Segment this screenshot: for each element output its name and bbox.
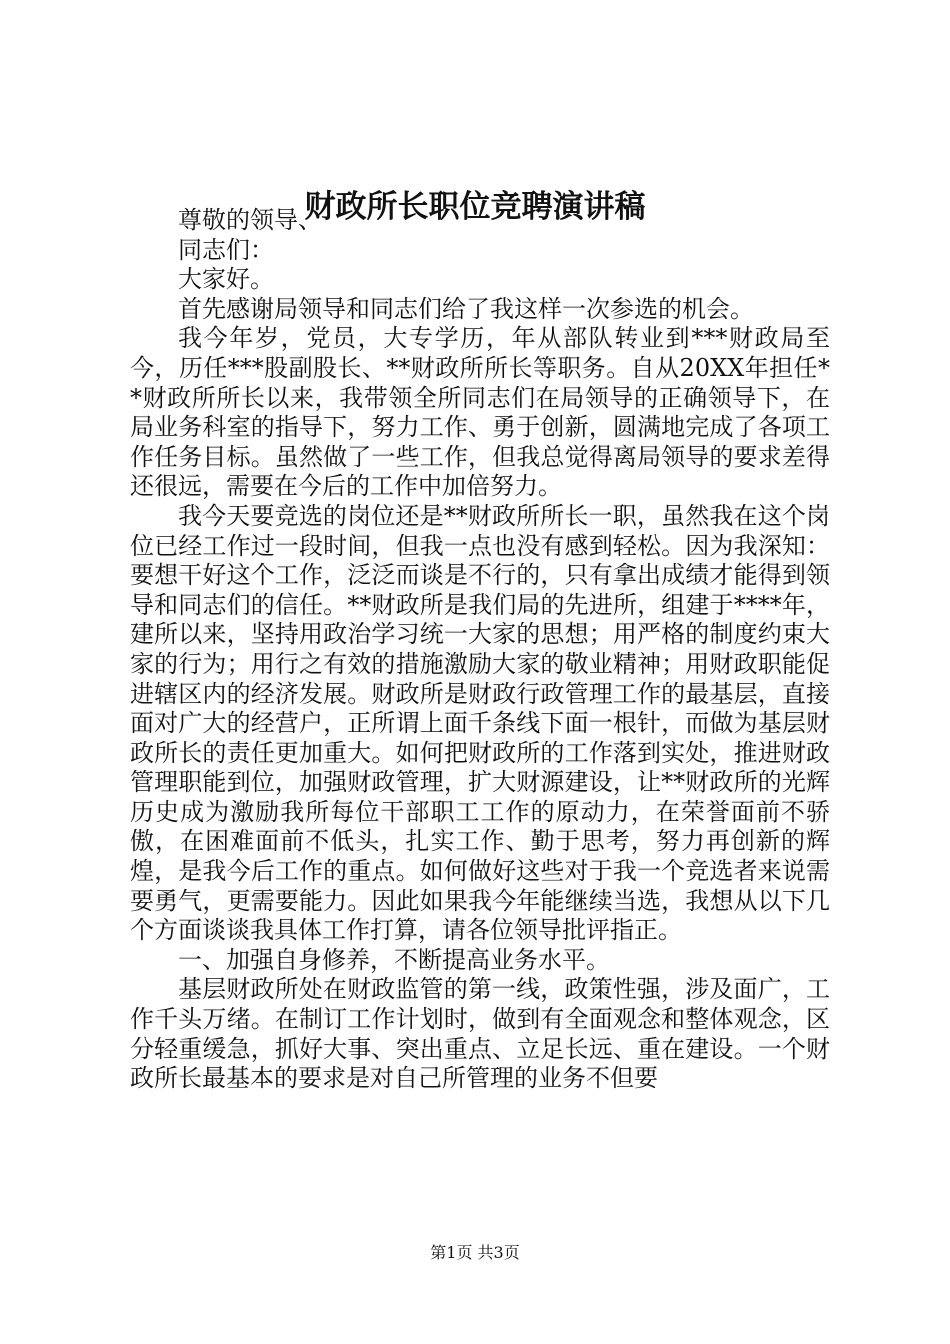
- body-paragraph: 我今天要竞选的岗位还是**财政所所长一职，虽然我在这个岗位已经工作过一段时间，但我一点也没有感到轻松。因为我深知：要想干好这个工作，泛泛而谈是不行的，只有拿出成绩才能得到领导和同志们的信任。**财政所是我们局的先进所，组建于****年，建所以来，坚持用政治学习统一大家的思想；用严格的制度约束大家的行为；用行之有效的措施激励大家的敬业精神；用财政职能促进辖区内的经济发展。财政所是财政行政管理工作的最基层，直接面对广大的经营户，正所谓上面千条线下面一根针，而做为基层财政所长的责任更加重大。如何把财政所的工作落到实处，推进财政管理职能到位，加强财政管理，扩大财源建设，让**财政所的光辉历史成为激励我所每位干部职工工作的原动力，在荣誉面前不骄傲，在困难面前不低头，扎实工作、勤于思考，努力再创新的辉煌，是我今后工作的重点。如何做好这些对于我一个竞选者来说需要勇气，更需要能力。因此如果我今年能继续当选，我想从以下几个方面谈谈我具体工作打算，请各位领导批评指正。: [130, 501, 830, 945]
- body-paragraph: 首先感谢局领导和同志们给了我这样一次参选的机会。: [178, 294, 754, 323]
- body-paragraph: 我今年岁，党员，大专学历，年从部队转业到***财政局至今，历任***股副股长、**财政所所长等职务。自从20XX年担任**财政所所长以来，我带领全所同志们在局领导的正确领导下，在局业务科室的指导下，努力工作、勇于创新，圆满地完成了各项工作任务目标。虽然做了一些工作，但我总觉得离局领导的要求差得还很远，需要在今后的工作中加倍努力。: [130, 324, 830, 501]
- body-paragraph: 基层财政所处在财政监管的第一线，政策性强，涉及面广，工作千头万绪。在制订工作计划时，做到有全面观念和整体观念，区分轻重缓急，抓好大事、突出重点、立足长远、重在建设。一个财政所长最基本的要求是对自己所管理的业务不但要: [130, 975, 830, 1093]
- salutation-paragraph: 同志们：: [178, 235, 274, 264]
- section-heading: 一、加强自身修养，不断提高业务水平。: [178, 945, 610, 974]
- document-body: [130, 206, 830, 1094]
- greeting-paragraph: 大家好。: [178, 265, 274, 294]
- document-title: 财政所长职位竞聘演讲稿: [304, 189, 646, 225]
- page-footer: 第1页 共3页: [430, 1243, 520, 1262]
- salutation-paragraph: 尊敬的领导、: [178, 206, 322, 234]
